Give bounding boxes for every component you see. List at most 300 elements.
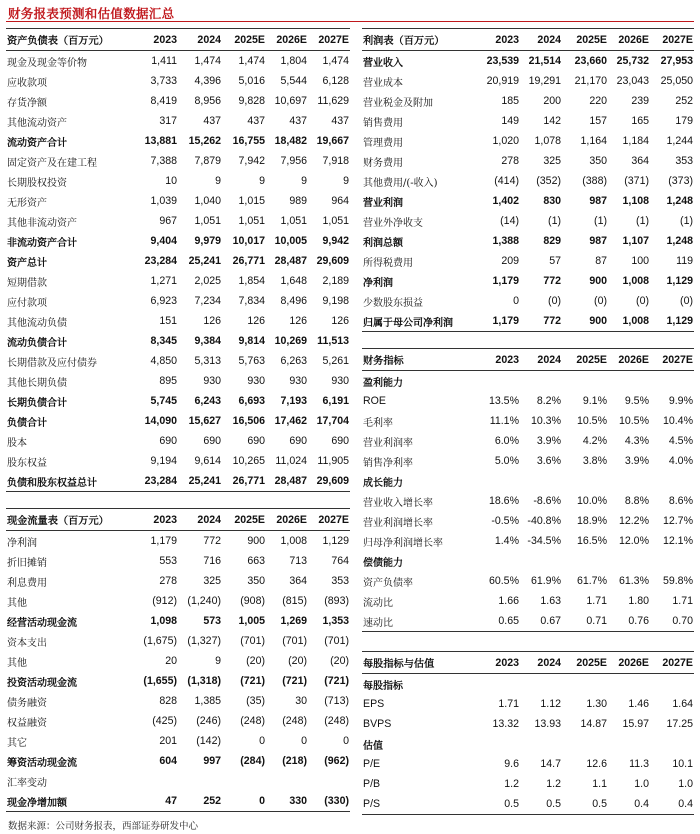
row-label: 股东权益	[7, 457, 47, 469]
row-label: 其他长期负债	[7, 377, 67, 389]
value-cell: 0.4	[608, 794, 650, 815]
value-cell: -40.8%	[527, 515, 561, 527]
value-cell: 61.7%	[576, 575, 607, 587]
value-cell: 8,956	[194, 95, 221, 107]
row-label: 现金净增加额	[6, 791, 130, 812]
row-label: 销售净利率	[363, 457, 413, 469]
value-cell: 10.4%	[662, 415, 693, 427]
value-cell: 967	[159, 215, 177, 227]
value-cell: 29,609	[316, 255, 349, 267]
value-cell: 14,090	[144, 415, 177, 427]
value-cell	[562, 371, 608, 392]
table-header-row	[362, 652, 694, 674]
value-cell: 330	[266, 791, 308, 812]
table-row	[6, 371, 350, 391]
value-cell: 1.12	[540, 698, 561, 710]
value-cell	[266, 771, 308, 791]
row-label: 其他流动负债	[7, 317, 67, 329]
year-header: 2027E	[650, 349, 694, 371]
value-cell: 11,024	[275, 455, 307, 467]
value-cell: 0	[513, 295, 519, 307]
row-label: 每股指标	[363, 680, 403, 692]
value-cell: (20)	[246, 655, 265, 667]
year-header: 2023	[130, 509, 178, 531]
table-row	[6, 391, 350, 411]
value-cell: 317	[159, 115, 177, 127]
value-cell: 930	[289, 375, 307, 387]
value-cell: 690	[247, 435, 265, 447]
value-cell	[608, 471, 650, 491]
value-cell: (248)	[282, 715, 307, 727]
value-cell: 7,234	[194, 295, 221, 307]
value-cell: (721)	[282, 675, 307, 687]
value-cell: 1,179	[492, 275, 519, 287]
value-cell: 9.5%	[624, 395, 649, 407]
value-cell: 20,919	[486, 75, 519, 87]
table-row	[362, 511, 694, 531]
row-label: 盈利能力	[363, 377, 403, 389]
row-label: 经营活动现金流	[7, 617, 77, 629]
table-row	[362, 531, 694, 551]
table-row	[6, 771, 350, 791]
value-cell: 437	[247, 115, 265, 127]
value-cell: (284)	[240, 755, 265, 767]
table-row	[362, 71, 694, 91]
row-label: EPS	[363, 698, 385, 710]
value-cell	[178, 771, 222, 791]
value-cell: 900	[562, 311, 608, 332]
value-cell: 964	[331, 195, 349, 207]
value-cell: 10.5%	[618, 415, 649, 427]
year-header: 2025E	[562, 652, 608, 674]
value-cell: (713)	[324, 695, 349, 707]
value-cell	[470, 674, 520, 695]
value-cell: (142)	[196, 735, 221, 747]
value-cell: 19,291	[528, 75, 561, 87]
value-cell: 7,879	[194, 155, 221, 167]
value-cell: 10	[165, 175, 177, 187]
value-cell: 5,763	[238, 355, 265, 367]
value-cell: 17.25	[666, 718, 693, 730]
value-cell: 437	[331, 115, 349, 127]
table-row	[362, 291, 694, 311]
table-row	[362, 251, 694, 271]
value-cell: 1.2	[504, 778, 519, 790]
value-cell: 1,051	[194, 215, 221, 227]
row-label: 销售费用	[363, 117, 403, 129]
table-row	[6, 351, 350, 371]
value-cell	[608, 551, 650, 571]
table-row	[6, 691, 350, 711]
value-cell: 201	[159, 735, 177, 747]
table-row	[362, 271, 694, 291]
year-header: 2027E	[650, 652, 694, 674]
year-header: 2026E	[266, 509, 308, 531]
value-cell: (35)	[246, 695, 265, 707]
value-cell: 1.66	[498, 595, 519, 607]
value-cell: (388)	[582, 175, 607, 187]
value-cell: (371)	[624, 175, 649, 187]
value-cell	[650, 674, 694, 695]
value-cell: 126	[289, 315, 307, 327]
row-label: 流动资产合计	[7, 137, 67, 149]
value-cell	[608, 371, 650, 392]
value-cell: 1,474	[322, 55, 349, 67]
row-label: 营业成本	[363, 77, 403, 89]
value-cell: 5,745	[150, 395, 177, 407]
value-cell: 278	[159, 575, 177, 587]
value-cell: 9.6	[504, 758, 519, 770]
value-cell: 350	[247, 575, 265, 587]
value-cell: 9,404	[150, 235, 177, 247]
value-cell: 9,979	[194, 235, 221, 247]
table-row	[6, 51, 350, 72]
value-cell: 1,015	[238, 195, 265, 207]
year-header: 2025E	[562, 29, 608, 51]
value-cell: 325	[203, 575, 221, 587]
table-row	[6, 111, 350, 131]
table-header-row	[6, 509, 350, 531]
table-row	[362, 571, 694, 591]
value-cell: 9	[301, 175, 307, 187]
table-row	[362, 411, 694, 431]
value-cell: 278	[501, 155, 519, 167]
table-header-row	[362, 349, 694, 371]
table-row	[362, 714, 694, 734]
value-cell: 1,129	[322, 535, 349, 547]
value-cell: (701)	[240, 635, 265, 647]
table-row	[6, 731, 350, 751]
row-label: 债务融资	[7, 697, 47, 709]
value-cell: 604	[159, 755, 177, 767]
value-cell	[520, 371, 562, 392]
value-cell: 15,262	[188, 135, 221, 147]
row-label: 负债和股东权益总计	[6, 471, 130, 492]
value-cell: 1.2	[546, 778, 561, 790]
value-cell: 239	[631, 95, 649, 107]
value-cell: 59.8%	[662, 575, 693, 587]
value-cell: 997	[203, 755, 221, 767]
value-cell: 0	[259, 735, 265, 747]
value-cell: 1,179	[470, 311, 520, 332]
value-cell: 142	[543, 115, 561, 127]
value-cell	[520, 674, 562, 695]
value-cell: -34.5%	[527, 535, 561, 547]
row-label: 长期股权投资	[7, 177, 67, 189]
section-heading-row	[362, 734, 694, 754]
table-header-row	[362, 29, 694, 51]
value-cell: 18.9%	[576, 515, 607, 527]
value-cell: (20)	[288, 655, 307, 667]
value-cell: (248)	[240, 715, 265, 727]
value-cell: 1,051	[280, 215, 307, 227]
value-cell: 1,039	[150, 195, 177, 207]
value-cell: 252	[675, 95, 693, 107]
row-label: 资产负债率	[363, 577, 413, 589]
value-cell: 1,107	[622, 235, 649, 247]
row-label: BVPS	[363, 718, 392, 730]
table-row	[362, 111, 694, 131]
table-row	[362, 794, 694, 815]
per-share-valuation-table	[362, 651, 694, 815]
value-cell: 1,008	[608, 311, 650, 332]
value-cell: 1.30	[586, 698, 607, 710]
value-cell: 663	[247, 555, 265, 567]
row-label: 速动比	[362, 611, 470, 632]
value-cell	[470, 734, 520, 754]
row-label: 资本支出	[7, 637, 47, 649]
value-cell: 252	[178, 791, 222, 812]
value-cell: 1.71	[672, 595, 693, 607]
value-cell: 9,194	[150, 455, 177, 467]
value-cell: 989	[289, 195, 307, 207]
value-cell	[650, 734, 694, 754]
value-cell: 12.2%	[618, 515, 649, 527]
value-cell: 11,905	[317, 455, 349, 467]
value-cell: (0)	[636, 295, 649, 307]
value-cell: 61.9%	[530, 575, 561, 587]
value-cell: 828	[159, 695, 177, 707]
value-cell	[222, 771, 266, 791]
value-cell: 1,129	[650, 311, 694, 332]
table-row	[6, 571, 350, 591]
value-cell: 1,108	[622, 195, 649, 207]
value-cell: 25,732	[616, 55, 649, 67]
section-heading-row	[362, 674, 694, 695]
row-label: 长期借款及应付债券	[7, 357, 97, 369]
value-cell: 10.1	[672, 758, 693, 770]
value-cell: 5,016	[238, 75, 265, 87]
table-row	[362, 391, 694, 411]
value-cell: 25,050	[660, 75, 693, 87]
value-cell: 772	[520, 311, 562, 332]
value-cell: 353	[675, 155, 693, 167]
value-cell: 364	[631, 155, 649, 167]
table-row	[362, 694, 694, 714]
financial-indicators-table	[362, 348, 694, 632]
value-cell: 18.6%	[488, 495, 519, 507]
row-label: 毛利率	[363, 417, 393, 429]
value-cell: 6,128	[322, 75, 349, 87]
value-cell: 8,419	[150, 95, 177, 107]
value-cell: 1,184	[622, 135, 649, 147]
table-row	[6, 191, 350, 211]
value-cell: 1,129	[666, 275, 693, 287]
value-cell: 10,017	[232, 235, 265, 247]
value-cell: 4.2%	[582, 435, 607, 447]
value-cell: 830	[543, 195, 561, 207]
value-cell: 21,514	[528, 55, 561, 67]
value-cell: 1,040	[194, 195, 221, 207]
table-row	[6, 651, 350, 671]
value-cell: 12.0%	[618, 535, 649, 547]
value-cell: (721)	[324, 675, 349, 687]
page-title: 财务报表预测和估值数据汇总	[8, 7, 175, 21]
year-header: 2027E	[650, 29, 694, 51]
value-cell: (721)	[240, 675, 265, 687]
section-heading-row	[362, 371, 694, 392]
table-title: 现金流量表（百万元）	[6, 509, 130, 531]
row-label: 无形资产	[7, 197, 47, 209]
value-cell: (815)	[282, 595, 307, 607]
value-cell: 23,660	[574, 55, 607, 67]
value-cell: 4.0%	[668, 455, 693, 467]
row-label: 其它	[7, 737, 27, 749]
section-heading-row	[362, 551, 694, 571]
row-label: 营业收入	[363, 57, 403, 69]
value-cell: 8,345	[150, 335, 177, 347]
value-cell: 25,241	[188, 255, 221, 267]
row-label: 营业利润率	[363, 437, 413, 449]
value-cell: 690	[203, 435, 221, 447]
year-header: 2026E	[266, 29, 308, 51]
value-cell	[650, 371, 694, 392]
value-cell: 1,020	[492, 135, 519, 147]
row-label: 现金及现金等价物	[7, 57, 87, 69]
row-label: 折旧摊销	[7, 557, 47, 569]
value-cell: 157	[589, 115, 607, 127]
value-cell: 350	[589, 155, 607, 167]
value-cell	[608, 734, 650, 754]
table-title: 财务指标	[362, 349, 470, 371]
value-cell: 1.0	[634, 778, 649, 790]
value-cell: 12.7%	[662, 515, 693, 527]
value-cell: 713	[289, 555, 307, 567]
value-cell: 0.76	[608, 611, 650, 632]
value-cell: 47	[130, 791, 178, 812]
row-label: 其他流动资产	[7, 117, 67, 129]
table-row	[6, 211, 350, 231]
value-cell: 900	[589, 275, 607, 287]
value-cell: 0.71	[562, 611, 608, 632]
value-cell: 126	[203, 315, 221, 327]
table-row	[6, 331, 350, 351]
value-cell: 1,098	[150, 615, 177, 627]
value-cell: 14.87	[580, 718, 607, 730]
row-label: 营业利润增长率	[363, 517, 433, 529]
value-cell	[650, 471, 694, 491]
value-cell: 23,043	[616, 75, 649, 87]
value-cell: 13,881	[144, 135, 177, 147]
year-header: 2026E	[608, 349, 650, 371]
table-row	[6, 151, 350, 171]
table-row	[362, 151, 694, 171]
value-cell: 0.5	[470, 794, 520, 815]
table-row	[6, 271, 350, 291]
table-row	[6, 411, 350, 431]
value-cell: 930	[247, 375, 265, 387]
value-cell: 15.97	[622, 718, 649, 730]
row-label: 应收款项	[7, 77, 47, 89]
value-cell: 895	[159, 375, 177, 387]
value-cell: 1,804	[280, 55, 307, 67]
value-cell: 7,388	[150, 155, 177, 167]
value-cell: 16,755	[232, 135, 265, 147]
value-cell: 7,193	[280, 395, 307, 407]
value-cell: (1,240)	[187, 595, 221, 607]
value-cell: 19,667	[316, 135, 349, 147]
table-row	[6, 131, 350, 151]
value-cell: 772	[203, 535, 221, 547]
year-header: 2024	[178, 509, 222, 531]
value-cell: 10.5%	[576, 415, 607, 427]
value-cell: 1.71	[586, 595, 607, 607]
table-row	[6, 631, 350, 651]
table-row	[6, 71, 350, 91]
table-row	[6, 551, 350, 571]
table-row	[362, 231, 694, 251]
row-label: 其他非流动资产	[7, 217, 77, 229]
table-row	[362, 754, 694, 774]
value-cell: (1,655)	[143, 675, 177, 687]
value-cell: 1,005	[238, 615, 265, 627]
value-cell: 13.32	[492, 718, 519, 730]
value-cell	[650, 551, 694, 571]
table-row	[6, 471, 350, 492]
value-cell	[308, 771, 350, 791]
value-cell: 1,402	[492, 195, 519, 207]
table-row	[362, 171, 694, 191]
year-header: 2024	[178, 29, 222, 51]
value-cell: (1,318)	[187, 675, 221, 687]
value-cell: 30	[295, 695, 307, 707]
value-cell: 6,693	[238, 395, 265, 407]
row-label: 其他	[7, 597, 27, 609]
row-label: 所得税费用	[363, 257, 413, 269]
value-cell: 9,828	[238, 95, 265, 107]
value-cell: 23,284	[144, 255, 177, 267]
value-cell	[520, 551, 562, 571]
row-label: 股本	[7, 437, 27, 449]
value-cell: 1.71	[498, 698, 519, 710]
value-cell: 6,243	[194, 395, 221, 407]
value-cell: 0.4	[650, 794, 694, 815]
value-cell	[520, 471, 562, 491]
value-cell: 27,953	[660, 55, 693, 67]
value-cell: 4.3%	[624, 435, 649, 447]
value-cell: 1,388	[492, 235, 519, 247]
value-cell: (1)	[548, 215, 561, 227]
value-cell: 13.93	[534, 718, 561, 730]
value-cell: 100	[631, 255, 649, 267]
table-row	[6, 171, 350, 191]
row-label: 存货净额	[7, 97, 47, 109]
value-cell: 9	[259, 175, 265, 187]
value-cell: (0)	[680, 295, 693, 307]
value-cell: 1.0	[678, 778, 693, 790]
value-cell: 6,923	[150, 295, 177, 307]
row-label: 短期借款	[7, 277, 47, 289]
row-label: 利润总额	[363, 237, 403, 249]
table-row	[362, 451, 694, 471]
value-cell: 1,078	[534, 135, 561, 147]
value-cell: 16.5%	[576, 535, 607, 547]
table-row	[6, 231, 350, 251]
row-label: 资产总计	[7, 257, 47, 269]
value-cell: (425)	[152, 715, 177, 727]
value-cell: 149	[501, 115, 519, 127]
value-cell: 772	[543, 275, 561, 287]
value-cell: 6,191	[322, 395, 349, 407]
value-cell: 0	[343, 735, 349, 747]
value-cell: 9,814	[238, 335, 265, 347]
value-cell: 12.6	[586, 758, 607, 770]
section-heading-row	[362, 471, 694, 491]
value-cell: 1,269	[280, 615, 307, 627]
year-header: 2023	[470, 652, 520, 674]
row-label: ROE	[363, 395, 386, 407]
value-cell: 23,539	[486, 55, 519, 67]
